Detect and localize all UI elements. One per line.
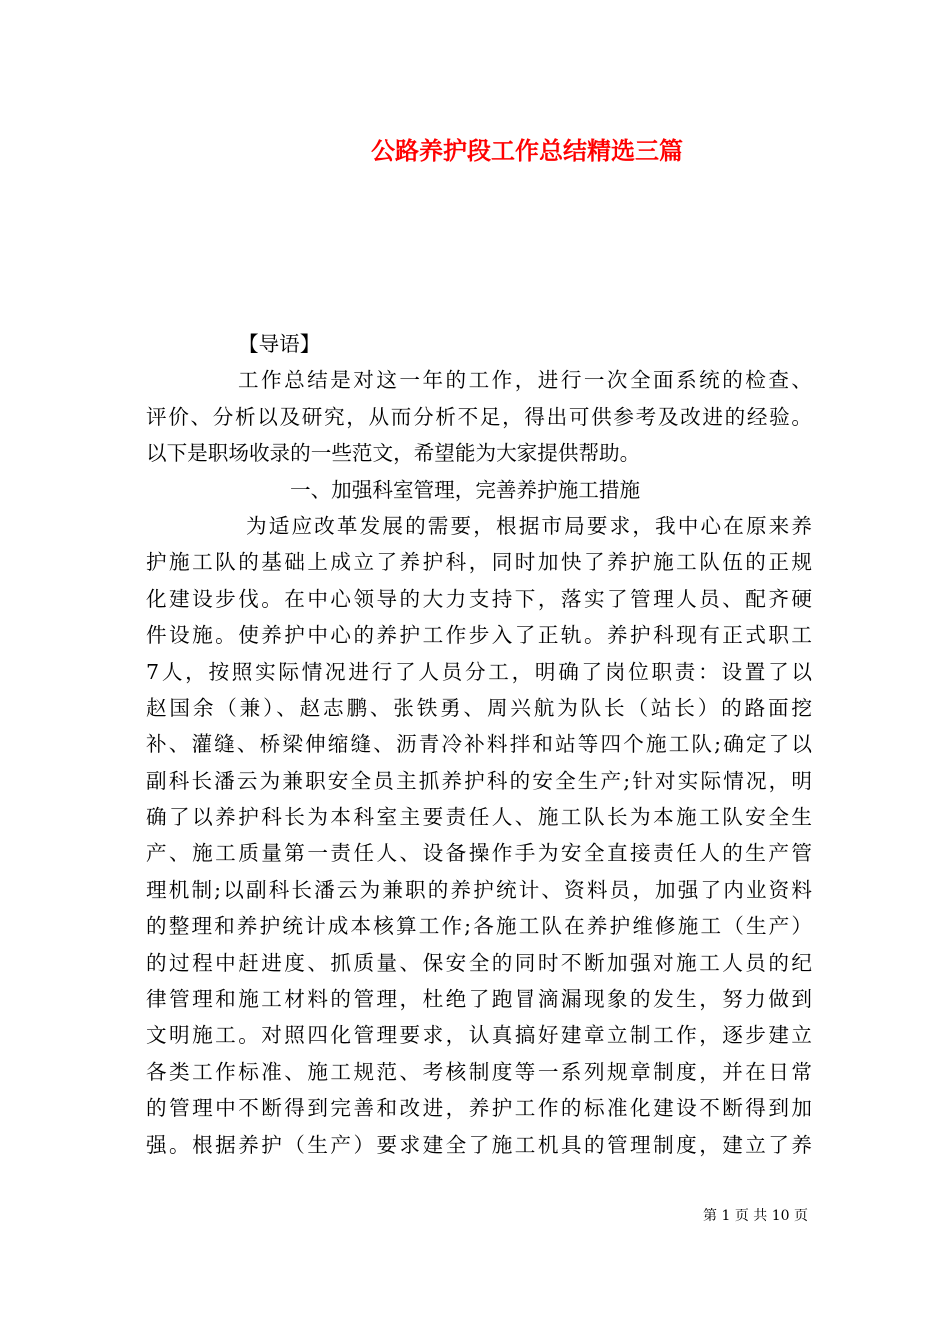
guide-label: 【导语】 xyxy=(238,332,321,356)
paragraph-line: 件设施。使养护中心的养护工作步入了正轨。养护科现有正式职工 xyxy=(146,623,812,648)
paragraph-line: 理机制;以副科长潘云为兼职的养护统计、资料员，加强了内业资料 xyxy=(146,877,812,902)
document-title: 公路养护段工作总结精选三篇 xyxy=(371,136,683,165)
section-heading: 一、加强科室管理，完善养护施工措施 xyxy=(290,477,641,502)
paragraph-line: 赵国余（兼）、赵志鹏、张铁勇、周兴航为队长（站长）的路面挖 xyxy=(146,695,812,720)
paragraph-line: 的过程中赶进度、抓质量、保安全的同时不断加强对施工人员的纪 xyxy=(146,950,812,975)
document-body xyxy=(146,326,812,1163)
paragraph-line: 为适应改革发展的需要，根据市局要求，我中心在原来养 xyxy=(246,513,812,538)
page-number: 第 1 页 共 10 页 xyxy=(703,1208,808,1224)
paragraph-line: 副科长潘云为兼职安全员主抓养护科的安全生产;针对实际情况，明 xyxy=(146,768,812,793)
paragraph-line: 护施工队的基础上成立了养护科，同时加快了养护施工队伍的正规 xyxy=(146,550,812,575)
paragraph-line: 文明施工。对照四化管理要求，认真搞好建章立制工作，逐步建立 xyxy=(146,1023,812,1048)
paragraph-line: 7人，按照实际情况进行了人员分工，明确了岗位职责：设置了以 xyxy=(146,659,812,684)
paragraph-line: 化建设步伐。在中心领导的大力支持下，落实了管理人员、配齐硬 xyxy=(146,586,812,611)
intro-line: 评价、分析以及研究，从而分析不足，得出可供参考及改进的经验。 xyxy=(146,404,812,429)
paragraph-line: 的管理中不断得到完善和改进，养护工作的标准化建设不断得到加 xyxy=(146,1096,812,1121)
paragraph-line: 各类工作标准、施工规范、考核制度等一系列规章制度，并在日常 xyxy=(146,1059,812,1084)
paragraph-line: 确了以养护科长为本科室主要责任人、施工队长为本施工队安全生 xyxy=(146,805,812,830)
paragraph-line: 的整理和养护统计成本核算工作;各施工队在养护维修施工（生产） xyxy=(146,914,812,939)
paragraph-line: 强。根据养护（生产）要求建全了施工机具的管理制度，建立了养 xyxy=(146,1132,812,1157)
paragraph-line: 补、灌缝、桥梁伸缩缝、沥青冷补料拌和站等四个施工队;确定了以 xyxy=(146,732,812,757)
intro-line: 工作总结是对这一年的工作，进行一次全面系统的检查、 xyxy=(238,368,812,393)
intro-line: 以下是职场收录的一些范文，希望能为大家提供帮助。 xyxy=(146,441,641,466)
paragraph-line: 律管理和施工材料的管理，杜绝了跑冒滴漏现象的发生，努力做到 xyxy=(146,987,812,1012)
paragraph-line: 产、施工质量第一责任人、设备操作手为安全直接责任人的生产管 xyxy=(146,841,812,866)
